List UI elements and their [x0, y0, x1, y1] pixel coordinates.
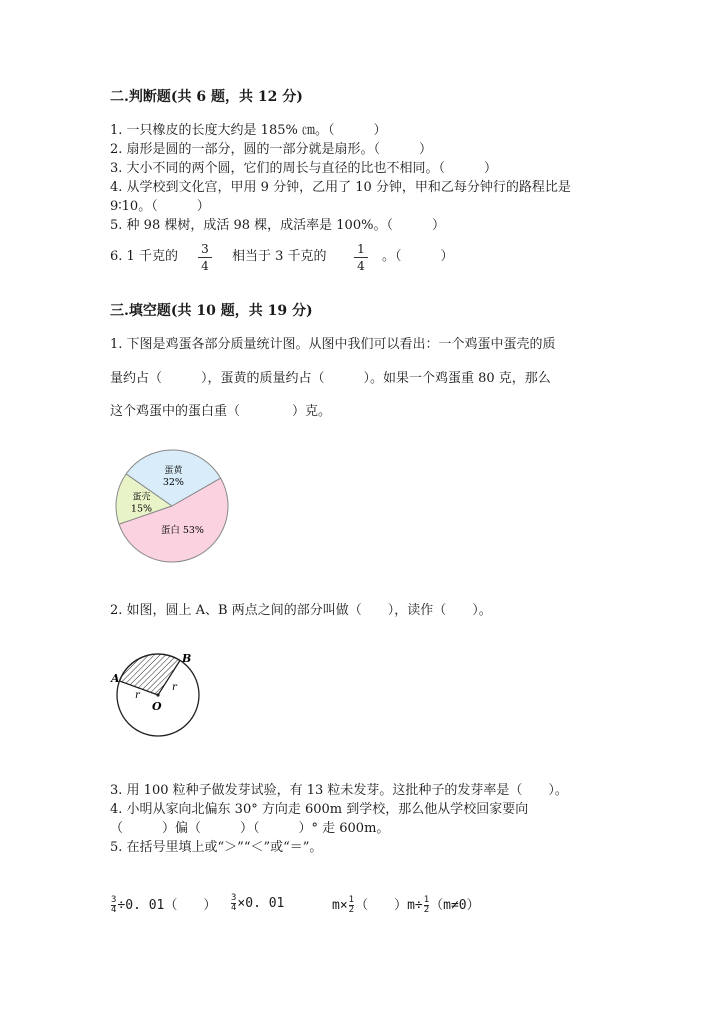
- section-3-title: 三.填空题(共 10 题，共 19 分): [110, 303, 313, 319]
- shaded-sector: [120, 654, 181, 695]
- center-point: [156, 693, 159, 696]
- fraction-three-quarters: $\frac{3}{4}$: [111, 895, 117, 915]
- fraction-numerator: 1: [357, 242, 365, 256]
- pie-value-1: 32%: [162, 477, 184, 489]
- fraction-three-quarters: [198, 242, 212, 273]
- pie-label-0: 蛋壳: [132, 492, 151, 503]
- fraction-denominator: 4: [201, 259, 209, 273]
- fraction-one-half: $\frac{1}{2}$: [348, 895, 355, 915]
- fill-question-1-line-1: 1. 下图是鸡蛋各部分质量统计图。从图中我们可以看出：一个鸡蛋中蛋壳的质: [110, 337, 556, 352]
- compare-expression-3: [332, 894, 480, 915]
- fill-question-4-line-1: 4. 小明从家向北偏东 30° 方向走 600m 到学校，那么他从学校回家要向: [110, 802, 529, 817]
- fraction-three-quarters: $\frac{3}{4}$: [231, 893, 237, 913]
- expression-text: m×: [332, 898, 348, 913]
- label-radius-right: r: [172, 682, 177, 693]
- expression-text: （m≠0）: [430, 898, 480, 913]
- label-radius-left: r: [135, 690, 140, 701]
- expression-text: ÷0. 01（ ）: [117, 898, 217, 913]
- judge-question-1: 1. 一只橡皮的长度大约是 185% ㎝。（ ）: [110, 123, 387, 138]
- judge-question-5: 5. 种 98 棵树，成活 98 棵，成活率是 100%。（ ）: [110, 218, 445, 233]
- judge-question-6-part-b: 相当于 3 千克的: [232, 249, 327, 264]
- fill-question-1-line-2: 量约占（ ），蛋黄的质量约占（ ）。如果一个鸡蛋重 80 克，那么: [110, 371, 551, 386]
- label-a: A: [111, 672, 120, 685]
- circle-sector-figure: [108, 650, 200, 745]
- compare-expression-1: [110, 894, 216, 915]
- fraction-one-quarter: [354, 242, 368, 273]
- judge-question-2: 2. 扇形是圆的一部分，圆的一部分就是扇形。（ ）: [110, 142, 433, 157]
- judge-question-4-line-1: 4. 从学校到文化宫，甲用 9 分钟，乙用了 10 分钟，甲和乙每分钟行的路程比是: [110, 180, 571, 195]
- fill-question-2: 2. 如图，圆上 A、B 两点之间的部分叫做（ ），读作（ ）。: [110, 603, 492, 618]
- pie-value-0: 15%: [130, 503, 153, 515]
- section-2-title: 二.判断题(共 6 题，共 12 分): [110, 89, 303, 105]
- fill-question-4-line-2: （ ）偏（ ）（ ）° 走 600m。: [110, 821, 390, 836]
- judge-question-6-part-c: 。（ ）: [382, 249, 454, 264]
- fill-question-5: 5. 在括号里填上或“＞”“＜”或“＝”。: [110, 840, 323, 855]
- expression-text: （ ）m÷: [355, 898, 423, 913]
- egg-composition-pie-chart: [110, 448, 235, 568]
- pie-label-2: 蛋白 53%: [160, 524, 204, 536]
- compare-expression-2: [230, 894, 284, 913]
- expression-text: ×0. 01: [237, 896, 285, 911]
- label-o: O: [152, 700, 162, 713]
- pie-label-1: 蛋黄: [164, 466, 183, 477]
- fill-question-3: 3. 用 100 粒种子做发芽试验，有 13 粒未发芽。这批种子的发芽率是（ ）。: [110, 783, 568, 798]
- fraction-numerator: 3: [201, 242, 209, 256]
- label-b: B: [182, 652, 192, 665]
- fraction-denominator: 4: [357, 259, 365, 273]
- judge-question-6-part-a: 6. 1 千克的: [110, 249, 178, 264]
- fill-question-1-line-3: 这个鸡蛋中的蛋白重（ ）克。: [110, 404, 332, 419]
- judge-question-3: 3. 大小不同的两个圆，它们的周长与直径的比也不相同。（ ）: [110, 161, 498, 176]
- judge-question-4-line-2: 9∶10。（ ）: [110, 199, 210, 214]
- fraction-one-half: $\frac{1}{2}$: [423, 895, 430, 915]
